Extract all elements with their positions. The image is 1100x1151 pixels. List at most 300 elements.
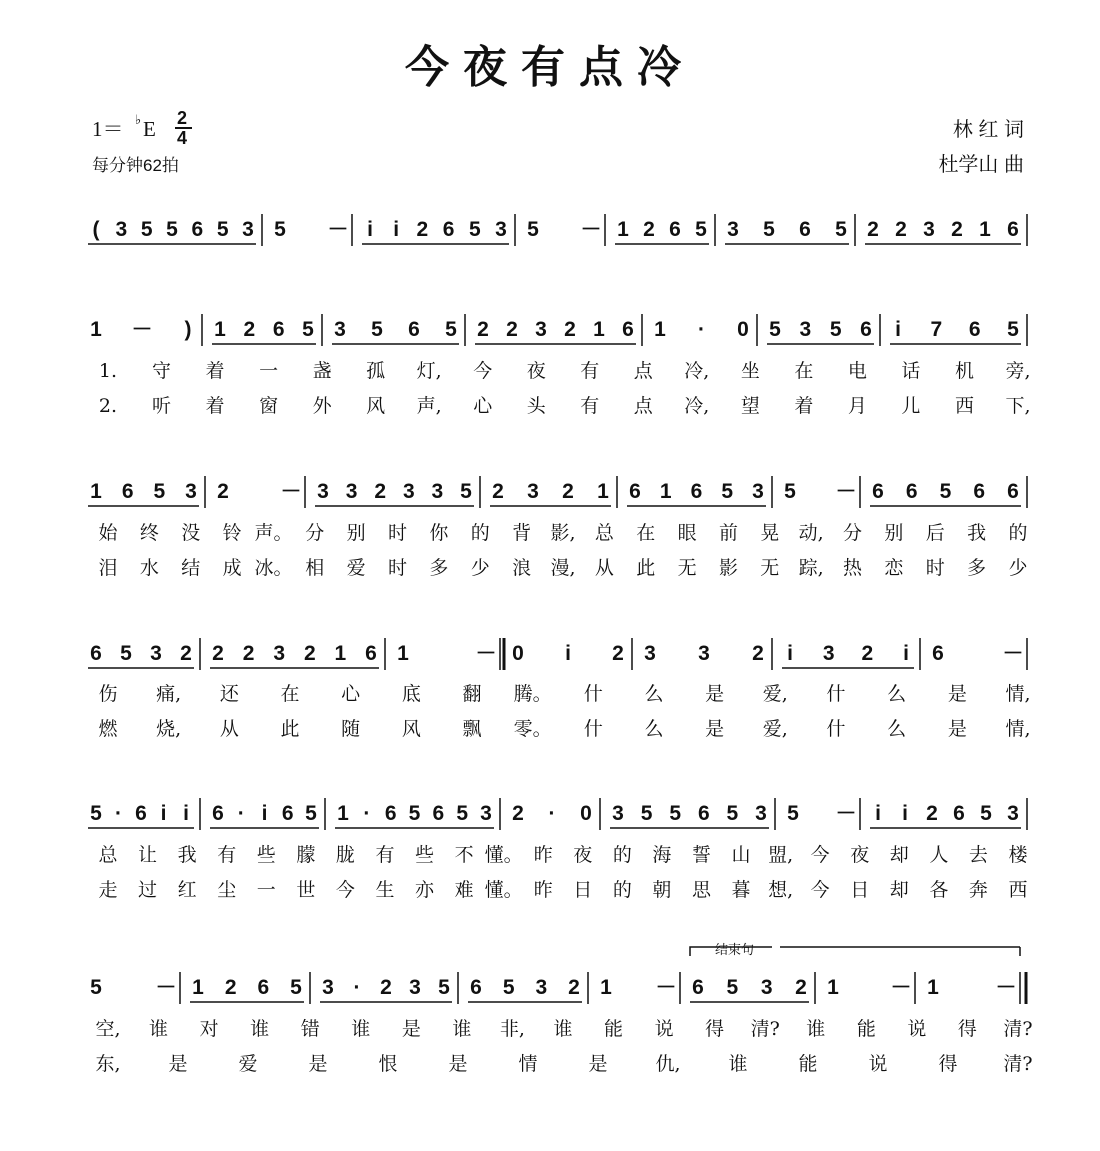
lyric-syllable: 仇, <box>655 1053 681 1075</box>
note: 5 <box>939 480 952 503</box>
note: 3 <box>1007 802 1019 825</box>
note: i <box>895 318 901 341</box>
lyric-syllable: 清? <box>1003 1053 1033 1075</box>
note: 3 <box>334 318 346 341</box>
note: － <box>327 218 349 241</box>
time-signature-bottom: 4 <box>177 128 188 148</box>
song-title: 今夜有点冷 <box>405 42 695 93</box>
lyric-syllable: 守 <box>152 360 172 382</box>
note: 1 <box>334 642 347 665</box>
lyric-syllable: 朝 <box>652 879 672 901</box>
note: 5 <box>460 480 472 503</box>
key-flat: ♭ <box>135 112 142 127</box>
lyric-syllable: 说 <box>868 1053 888 1075</box>
lyric-syllable: 各 <box>929 879 949 901</box>
lyric-syllable: 儿 <box>901 395 921 417</box>
note: · <box>353 976 361 999</box>
lyric-syllable: 是 <box>448 1053 468 1075</box>
note: 0 <box>512 642 524 665</box>
lyric-syllable: 无 <box>760 557 780 579</box>
lyric-syllable: 翻 <box>462 683 482 705</box>
lyric-syllable: 日 <box>850 879 870 901</box>
lyric-syllable: 说 <box>907 1018 927 1040</box>
lyric-syllable: 朦 <box>296 844 316 866</box>
note: 6 <box>432 802 445 825</box>
lyric-syllable: 无 <box>677 557 697 579</box>
lyric-syllable: 么 <box>887 718 907 740</box>
note: 1 <box>600 976 612 999</box>
lyric-syllable: 还 <box>219 683 239 705</box>
note: 6 <box>629 480 641 503</box>
lyric-syllable: 什 <box>826 718 846 740</box>
lyric-syllable: 让 <box>138 844 158 866</box>
lyric-syllable: 冰。 <box>254 557 293 579</box>
note: · <box>698 318 705 341</box>
lyric-syllable: 你 <box>429 522 449 544</box>
note: 5 <box>468 218 481 241</box>
lyric-syllable: 什 <box>583 683 603 705</box>
note: 2 <box>752 642 764 665</box>
lyric-syllable: 难 <box>454 879 474 901</box>
note: · <box>548 802 556 825</box>
lyric-syllable: 随 <box>341 718 361 740</box>
note: 5 <box>787 802 799 825</box>
note: 6 <box>191 218 204 241</box>
lyric-syllable: 的 <box>612 844 632 866</box>
note: 6 <box>799 218 811 241</box>
note: 5 <box>216 218 229 241</box>
lyric-syllable: 清? <box>1003 1018 1033 1040</box>
lyric-syllable: 爱 <box>346 557 366 579</box>
note: 5 <box>456 802 469 825</box>
lyric-syllable: 2. <box>98 395 118 417</box>
note: 5 <box>1007 318 1019 341</box>
lyric-syllable: 生 <box>375 879 395 901</box>
lyric-syllable: 日 <box>573 879 593 901</box>
lyric-syllable: 去 <box>968 844 988 866</box>
time-signature-top: 2 <box>177 108 188 128</box>
lyric-syllable: 过 <box>138 879 158 901</box>
lyric-syllable: 终 <box>139 522 159 544</box>
ending-bracket <box>690 942 1020 957</box>
lyric-syllable: 烧, <box>156 718 182 740</box>
note: 6 <box>872 480 884 503</box>
lyric-syllable: 谁 <box>452 1018 472 1040</box>
lyric-syllable: 的 <box>612 879 632 901</box>
lyric-syllable: 分 <box>305 522 325 544</box>
note: 3 <box>535 318 547 341</box>
note: 5 <box>371 318 383 341</box>
lyricist-credit: 林 红 词 <box>952 119 1024 141</box>
lyric-syllable: 电 <box>847 360 867 382</box>
lyric-syllable: 在 <box>636 522 656 544</box>
note: 2 <box>512 802 524 825</box>
lyric-syllable: 少 <box>470 557 490 579</box>
lyric-syllable: 冷, <box>684 395 710 417</box>
note: 5 <box>153 480 166 503</box>
note: 2 <box>303 642 316 665</box>
note: 3 <box>495 218 507 241</box>
lyric-syllable: 泪 <box>98 557 118 579</box>
note: ) <box>184 318 192 341</box>
note: 2 <box>795 976 807 999</box>
note: 1 <box>827 976 839 999</box>
note: 5 <box>90 802 102 825</box>
note: 3 <box>612 802 624 825</box>
note: － <box>280 480 302 503</box>
note: 2 <box>867 218 879 241</box>
note: 3 <box>727 218 739 241</box>
lyric-syllable: 西 <box>954 395 974 417</box>
lyric-syllable: 的 <box>470 522 490 544</box>
lyric-syllable: 声, <box>416 395 442 417</box>
lyric-syllable: 前 <box>718 522 738 544</box>
lyric-syllable: 热 <box>843 557 863 579</box>
lyric-syllable: 浪 <box>512 557 532 579</box>
lyric-syllable: 底 <box>401 683 421 705</box>
lyric-syllable: 燃 <box>98 718 118 740</box>
lyric-syllable: 此 <box>280 718 300 740</box>
lyric-syllable: 有 <box>375 844 395 866</box>
note: 3 <box>698 642 710 665</box>
lyric-syllable: 走 <box>98 879 118 901</box>
lyric-syllable: 相 <box>305 557 325 579</box>
lyric-syllable: 世 <box>296 879 316 901</box>
key-prefix: 1＝ <box>92 117 124 141</box>
lyric-syllable: 清? <box>750 1018 780 1040</box>
note: 1 <box>397 642 409 665</box>
lyric-syllable: 情, <box>1005 683 1031 705</box>
note: 5 <box>726 802 739 825</box>
lyric-syllable: 动, <box>798 522 824 544</box>
note: 2 <box>477 318 489 341</box>
note: 5 <box>527 218 539 241</box>
note: 6 <box>281 802 294 825</box>
note: 5 <box>305 802 317 825</box>
lyric-syllable: 奔 <box>968 879 988 901</box>
lyric-syllable: 是 <box>705 718 725 740</box>
lyric-syllable: 灯, <box>416 360 442 382</box>
lyric-syllable: 却 <box>889 879 909 901</box>
lyric-syllable: 爱 <box>238 1053 258 1075</box>
lyric-syllable: 是 <box>168 1053 188 1075</box>
lyric-syllable: 人 <box>929 844 949 866</box>
note: · <box>363 802 371 825</box>
lyric-syllable: 外 <box>312 395 332 417</box>
note: 2 <box>562 480 574 503</box>
lyric-syllable: 机 <box>954 360 974 382</box>
lyric-syllable: 旁, <box>1005 360 1031 382</box>
lyric-syllable: 昨 <box>533 844 553 866</box>
note: 3 <box>317 480 329 503</box>
note: 5 <box>669 802 682 825</box>
lyric-syllable: 思 <box>691 879 711 901</box>
note: 6 <box>212 802 224 825</box>
note: 1 <box>927 976 939 999</box>
lyric-syllable: 今 <box>335 879 355 901</box>
note: 3 <box>345 480 358 503</box>
lyric-syllable: 的 <box>1008 522 1028 544</box>
composer-credit: 杜学山 曲 <box>938 154 1024 176</box>
notation-line <box>90 314 1030 417</box>
lyric-syllable: 盏 <box>312 360 332 382</box>
lyric-syllable: 爱, <box>762 718 788 740</box>
lyric-syllable: 想, <box>768 879 794 901</box>
note: － <box>1002 642 1024 665</box>
lyric-syllable: 在 <box>280 683 300 705</box>
note: 2 <box>217 480 229 503</box>
lyric-syllable: 空, <box>95 1018 121 1040</box>
lyric-syllable: 得 <box>705 1018 725 1040</box>
note: － <box>655 976 677 999</box>
note: 1 <box>979 218 991 241</box>
note: i <box>160 802 167 825</box>
lyric-syllable: 伤 <box>98 683 118 705</box>
note: 5 <box>302 318 314 341</box>
lyric-syllable: 分 <box>843 522 863 544</box>
lyric-syllable: 多 <box>967 557 987 579</box>
lyric-syllable: 些 <box>256 844 276 866</box>
note: 6 <box>384 802 397 825</box>
note: 6 <box>365 642 377 665</box>
lyric-syllable: 点 <box>633 395 653 417</box>
lyric-syllable: 月 <box>847 395 867 417</box>
lyric-syllable: 痛, <box>156 683 182 705</box>
lyric-syllable: 懂。 <box>484 879 523 901</box>
ending-label: 结束句 <box>715 942 755 957</box>
note: 2 <box>506 318 518 341</box>
lyric-syllable: 少 <box>1008 557 1028 579</box>
note: － <box>835 802 857 825</box>
lyric-syllable: 一 <box>256 879 276 901</box>
note: 5 <box>835 218 847 241</box>
lyric-syllable: 此 <box>636 557 656 579</box>
notation-lines <box>88 214 1033 1075</box>
note: 2 <box>212 642 224 665</box>
lyric-syllable: 踪, <box>798 557 824 579</box>
note: 5 <box>980 802 992 825</box>
lyric-syllable: 别 <box>346 522 366 544</box>
lyric-syllable: 错 <box>300 1018 320 1040</box>
lyric-syllable: 后 <box>925 522 945 544</box>
lyric-syllable: 从 <box>594 557 614 579</box>
lyric-syllable: 爱, <box>762 683 788 705</box>
lyric-syllable: 亦 <box>415 879 435 901</box>
lyric-syllable: 能 <box>856 1018 876 1040</box>
note: 3 <box>644 642 656 665</box>
note: 1 <box>214 318 226 341</box>
note: 6 <box>442 218 455 241</box>
note: 3 <box>402 480 415 503</box>
note: 2 <box>643 218 655 241</box>
note: i <box>903 642 909 665</box>
lyric-syllable: 谁 <box>806 1018 826 1040</box>
lyric-syllable: 得 <box>938 1053 958 1075</box>
note: 6 <box>860 318 872 341</box>
note: 3 <box>273 642 286 665</box>
lyric-syllable: 什 <box>583 718 603 740</box>
lyric-syllable: 窗 <box>259 395 279 417</box>
note: 6 <box>121 480 134 503</box>
note: 1 <box>90 480 102 503</box>
lyric-syllable: 着 <box>205 395 225 417</box>
note: 2 <box>951 218 963 241</box>
note: 5 <box>695 218 707 241</box>
lyric-syllable: 是 <box>401 1018 421 1040</box>
lyric-syllable: 心 <box>341 683 361 705</box>
note: 7 <box>930 318 943 341</box>
note: 3 <box>527 480 539 503</box>
lyric-syllable: 盟, <box>768 844 794 866</box>
lyric-syllable: 风 <box>366 395 386 417</box>
note: 1 <box>617 218 629 241</box>
note: 6 <box>905 480 918 503</box>
note: · <box>115 802 122 825</box>
note: 2 <box>926 802 938 825</box>
lyric-syllable: 楼 <box>1008 844 1028 866</box>
lyric-syllable: 什 <box>826 683 846 705</box>
lyric-syllable: 么 <box>644 683 664 705</box>
lyric-syllable: 眼 <box>677 522 697 544</box>
lyric-syllable: 背 <box>512 522 532 544</box>
tempo-marking: 每分钟62拍 <box>92 156 179 175</box>
lyric-syllable: 多 <box>429 557 449 579</box>
note: i <box>367 218 373 241</box>
note: i <box>393 218 400 241</box>
note: 1 <box>337 802 349 825</box>
note: 3 <box>760 976 773 999</box>
lyric-syllable: 着 <box>794 395 814 417</box>
note: 6 <box>257 976 270 999</box>
lyric-syllable: 今 <box>473 360 493 382</box>
lyric-syllable: 情, <box>1005 718 1031 740</box>
lyric-syllable: 冷, <box>684 360 710 382</box>
note: 1 <box>654 318 666 341</box>
lyric-syllable: 对 <box>199 1018 219 1040</box>
notation-line <box>88 798 1028 901</box>
note: 3 <box>150 642 162 665</box>
lyric-syllable: 山 <box>731 844 751 866</box>
note: 3 <box>242 218 254 241</box>
lyric-syllable: 成 <box>222 557 242 579</box>
lyric-syllable: 胧 <box>335 844 355 866</box>
note: 5 <box>502 976 515 999</box>
lyric-syllable: 听 <box>152 395 172 417</box>
lyric-syllable: 得 <box>957 1018 977 1040</box>
note: 3 <box>752 480 764 503</box>
lyric-syllable: 能 <box>604 1018 624 1040</box>
note: 5 <box>763 218 775 241</box>
note: 3 <box>322 976 334 999</box>
lyric-syllable: 是 <box>947 683 967 705</box>
lyric-syllable: 些 <box>415 844 435 866</box>
lyric-syllable: 夜 <box>573 844 593 866</box>
notation-line <box>90 972 1032 1075</box>
note: 6 <box>953 802 965 825</box>
notation-line <box>88 214 1027 246</box>
lyric-syllable: 飘 <box>462 718 482 740</box>
note: 6 <box>932 642 944 665</box>
lyric-syllable: 是 <box>947 718 967 740</box>
notation-line <box>88 638 1031 740</box>
lyric-syllable: 是 <box>705 683 725 705</box>
note: 5 <box>829 318 842 341</box>
note: 3 <box>185 480 197 503</box>
lyric-syllable: 西 <box>1008 879 1028 901</box>
lyric-syllable: 我 <box>177 844 197 866</box>
note: 5 <box>274 218 286 241</box>
lyric-syllable: 谁 <box>250 1018 270 1040</box>
lyric-syllable: 孤 <box>366 360 386 382</box>
note: 2 <box>612 642 624 665</box>
note: － <box>580 218 602 241</box>
note: 2 <box>374 480 387 503</box>
lyric-syllable: 零。 <box>513 718 552 740</box>
lyric-syllable: 结 <box>181 557 201 579</box>
lyric-syllable: 风 <box>401 718 421 740</box>
note: 5 <box>408 802 421 825</box>
note: i <box>183 802 189 825</box>
lyric-syllable: 影, <box>550 522 576 544</box>
note: 5 <box>640 802 653 825</box>
note: 6 <box>1007 480 1019 503</box>
note: 1 <box>659 480 672 503</box>
lyric-syllable: 谁 <box>728 1053 748 1075</box>
lyric-syllable: 尘 <box>217 879 237 901</box>
note: 6 <box>272 318 285 341</box>
note: 3 <box>409 976 421 999</box>
lyric-syllable: 夜 <box>850 844 870 866</box>
note: 3 <box>480 802 492 825</box>
note: i <box>787 642 793 665</box>
note: 6 <box>470 976 482 999</box>
note: i <box>261 802 268 825</box>
note: 6 <box>690 480 703 503</box>
note: 2 <box>895 218 907 241</box>
note: 6 <box>622 318 634 341</box>
lyric-syllable: 头 <box>526 395 546 417</box>
lyric-syllable: 是 <box>588 1053 608 1075</box>
lyric-syllable: 点 <box>633 360 653 382</box>
note: 3 <box>755 802 767 825</box>
lyric-syllable: 没 <box>181 522 201 544</box>
note: 3 <box>799 318 812 341</box>
lyric-syllable: 么 <box>887 683 907 705</box>
lyric-syllable: 夜 <box>526 360 546 382</box>
lyric-syllable: 声。 <box>254 522 293 544</box>
note: 5 <box>726 976 739 999</box>
note: 6 <box>697 802 710 825</box>
note: － <box>890 976 912 999</box>
lyric-syllable: 誓 <box>691 844 711 866</box>
lyric-syllable: 说 <box>654 1018 674 1040</box>
note: 2 <box>416 218 429 241</box>
key-signature <box>92 108 192 148</box>
lyric-syllable: 坐 <box>740 360 760 382</box>
lyric-syllable: 总 <box>594 522 614 544</box>
lyric-syllable: 影 <box>718 557 738 579</box>
note: － <box>995 976 1017 999</box>
note: 2 <box>568 976 580 999</box>
lyric-syllable: 谁 <box>553 1018 573 1040</box>
lyric-syllable: 1. <box>98 360 118 382</box>
note: 6 <box>1007 218 1019 241</box>
lyric-syllable: 是 <box>308 1053 328 1075</box>
lyric-syllable: 谁 <box>351 1018 371 1040</box>
lyric-syllable: 一 <box>259 360 279 382</box>
lyric-syllable: 铃 <box>222 522 242 544</box>
note: i <box>875 802 881 825</box>
